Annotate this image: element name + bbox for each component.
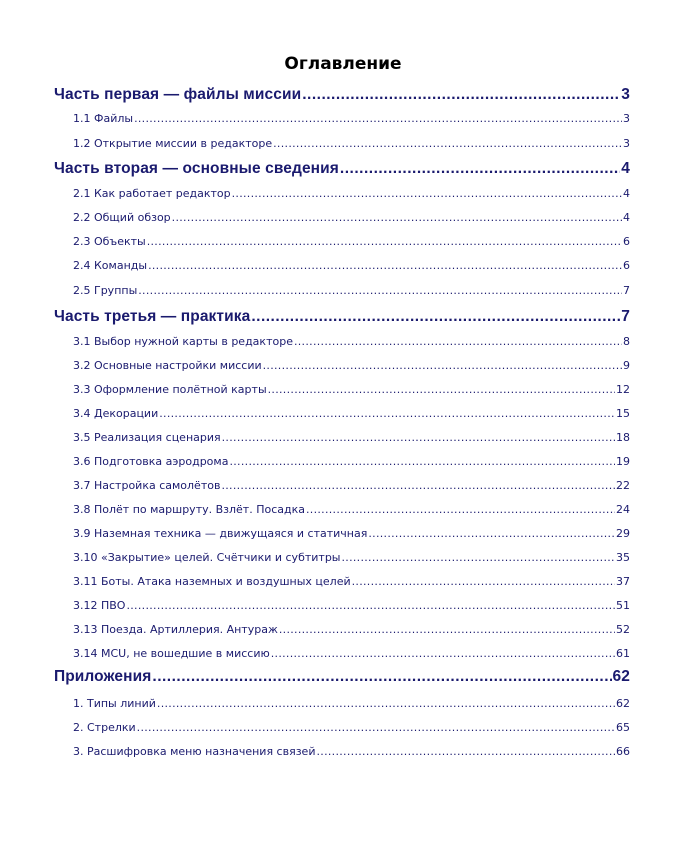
toc-dot-leader — [294, 335, 622, 348]
toc-page-number: 62 — [616, 697, 630, 710]
toc-entry-label: 3.1 Выбор нужной карты в редакторе — [73, 335, 293, 348]
toc-dot-leader — [147, 235, 622, 248]
toc-entry-label: 2. Стрелки — [73, 721, 136, 734]
toc-section-entry[interactable] — [73, 359, 630, 372]
toc-section-entry[interactable] — [73, 112, 630, 125]
toc-page-number: 4 — [621, 160, 630, 177]
toc-dot-leader — [229, 455, 615, 468]
toc-section-entry[interactable] — [73, 137, 630, 150]
toc-section-entry[interactable] — [73, 259, 630, 272]
toc-entry-label: 3.11 Боты. Атака наземных и воздушных целей — [73, 575, 351, 588]
toc-entry-label: 3.13 Поезда. Артиллерия. Антураж — [73, 623, 278, 636]
toc-page-number: 4 — [623, 211, 630, 224]
toc-entry-label: Приложения — [54, 668, 152, 685]
toc-page-number: 18 — [616, 431, 630, 444]
toc-page-number: 66 — [616, 745, 630, 758]
toc-entry-label: 3.5 Реализация сценария — [73, 431, 221, 444]
toc-dot-leader — [263, 359, 622, 372]
toc-section-entry[interactable] — [73, 431, 630, 444]
toc-entry-label: 2.4 Команды — [73, 259, 148, 272]
toc-page-number: 37 — [616, 575, 630, 588]
toc-dot-leader — [138, 284, 622, 297]
toc-dot-leader — [159, 407, 615, 420]
toc-page-number: 12 — [616, 383, 630, 396]
toc-section-entry[interactable] — [73, 527, 630, 540]
toc-dot-leader — [268, 383, 615, 396]
toc-page-number: 6 — [623, 259, 630, 272]
toc-section-entry[interactable] — [73, 647, 630, 660]
toc-dot-leader — [341, 551, 615, 564]
toc-section-entry[interactable] — [73, 551, 630, 564]
toc-dot-leader — [340, 160, 620, 178]
toc-section-entry[interactable] — [73, 187, 630, 200]
toc-entry-label: 3.6 Подготовка аэродрома — [73, 455, 229, 468]
toc-dot-leader — [221, 479, 615, 492]
toc-entry-label: 3.8 Полёт по маршруту. Взлёт. Посадка — [73, 503, 305, 516]
toc-entry-label: 2.5 Группы — [73, 284, 138, 297]
toc-dot-leader — [316, 745, 615, 758]
toc-page-number: 19 — [616, 455, 630, 468]
toc-section-entry[interactable] — [73, 599, 630, 612]
toc-page-number: 24 — [616, 503, 630, 516]
toc-entry-label: 3. Расшифровка меню назначения связей — [73, 745, 316, 758]
toc-dot-leader — [352, 575, 615, 588]
toc-section-entry[interactable] — [73, 697, 630, 710]
toc-dot-leader — [302, 86, 620, 104]
toc-dot-leader — [273, 137, 622, 150]
toc-page-number: 6 — [623, 235, 630, 248]
toc-dot-leader — [251, 308, 620, 326]
toc-dot-leader — [368, 527, 615, 540]
toc-entry-label: 2.2 Общий обзор — [73, 211, 171, 224]
toc-page-number: 61 — [616, 647, 630, 660]
toc-page-number: 52 — [616, 623, 630, 636]
toc-entry-label: Часть вторая — основные сведения — [54, 160, 339, 177]
toc-page-number: 3 — [623, 137, 630, 150]
toc-section-entry[interactable] — [73, 479, 630, 492]
toc-entry-label: 3.3 Оформление полётной карты — [73, 383, 267, 396]
toc-entry-label: 3.4 Декорации — [73, 407, 159, 420]
toc-entry-label: 3.7 Настройка самолётов — [73, 479, 221, 492]
toc-section-entry[interactable] — [73, 211, 630, 224]
toc-page-number: 3 — [623, 112, 630, 125]
toc-page-number: 4 — [623, 187, 630, 200]
toc-section-entry[interactable] — [73, 721, 630, 734]
toc-page-number: 62 — [612, 668, 630, 685]
toc-part-entry[interactable] — [54, 668, 630, 686]
toc-part-entry[interactable] — [54, 308, 630, 326]
toc-dot-leader — [172, 211, 622, 224]
toc-section-entry[interactable] — [73, 383, 630, 396]
toc-dot-leader — [157, 697, 615, 710]
toc-entry-label: 3.10 «Закрытие» целей. Счётчики и субтитры — [73, 551, 341, 564]
toc-section-entry[interactable] — [73, 455, 630, 468]
toc-entry-label: Часть первая — файлы миссии — [54, 86, 302, 103]
toc-entry-label: 2.1 Как работает редактор — [73, 187, 231, 200]
toc-entry-label: 1.1 Файлы — [73, 112, 134, 125]
toc-entry-label: 2.3 Объекты — [73, 235, 146, 248]
toc-entry-label: 3.12 ПВО — [73, 599, 126, 612]
toc-page-number: 7 — [623, 284, 630, 297]
toc-page-number: 51 — [616, 599, 630, 612]
toc-dot-leader — [148, 259, 622, 272]
toc-section-entry[interactable] — [73, 503, 630, 516]
toc-dot-leader — [134, 112, 622, 125]
toc-entry-label: 3.9 Наземная техника — движущаяся и статичная — [73, 527, 368, 540]
toc-dot-leader — [152, 668, 611, 686]
toc-page-number: 3 — [621, 86, 630, 103]
toc-page-number: 29 — [616, 527, 630, 540]
toc-page-number: 9 — [623, 359, 630, 372]
toc-dot-leader — [232, 187, 622, 200]
toc-section-entry[interactable] — [73, 235, 630, 248]
toc-entry-label: 1.2 Открытие миссии в редакторе — [73, 137, 273, 150]
toc-dot-leader — [306, 503, 615, 516]
toc-section-entry[interactable] — [73, 407, 630, 420]
toc-dot-leader — [137, 721, 615, 734]
toc-dot-leader — [279, 623, 615, 636]
toc-section-entry[interactable] — [73, 575, 630, 588]
toc-section-entry[interactable] — [73, 745, 630, 758]
toc-part-entry[interactable] — [54, 86, 630, 104]
toc-page-number: 15 — [616, 407, 630, 420]
toc-entry-label: 3.2 Основные настройки миссии — [73, 359, 262, 372]
toc-page-number: 22 — [616, 479, 630, 492]
toc-dot-leader — [126, 599, 615, 612]
toc-page-number: 8 — [623, 335, 630, 348]
toc-page-number: 7 — [621, 308, 630, 325]
toc-page-number: 35 — [616, 551, 630, 564]
toc-entry-label: Часть третья — практика — [54, 308, 251, 325]
toc-section-entry[interactable] — [73, 284, 630, 297]
toc-dot-leader — [222, 431, 615, 444]
toc-entry-label: 3.14 MCU, не вошедшие в миссию — [73, 647, 270, 660]
toc-page-number: 65 — [616, 721, 630, 734]
toc-dot-leader — [271, 647, 615, 660]
toc-part-entry[interactable] — [54, 160, 630, 178]
toc-section-entry[interactable] — [73, 623, 630, 636]
toc-section-entry[interactable] — [73, 335, 630, 348]
toc-title: Оглавление — [284, 54, 402, 74]
toc-entry-label: 1. Типы линий — [73, 697, 156, 710]
